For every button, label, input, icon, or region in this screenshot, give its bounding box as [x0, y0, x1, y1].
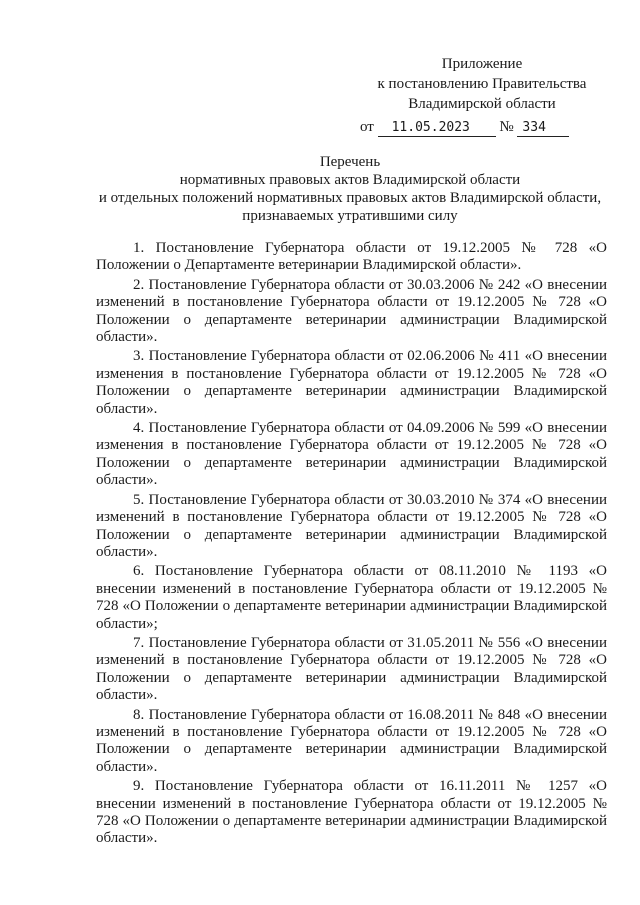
document-number: 334 [517, 120, 569, 137]
list-item: 9. Постановление Губернатора области от 16.11.2011 № 1257 «О внесении изменений в постановление Губернатора области от 19.12.2005 № 728 «О Положении о департаменте ветеринарии администрации Владимирской области». [96, 778, 607, 847]
document-date-line [360, 117, 569, 137]
list-item: 3. Постановление Губернатора области от 02.06.2006 № 411 «О внесении изменения в постановление Губернатора области от 19.12.2005 № 728 «О Положении о департаменте ветеринарии администрации Владимирской области». [96, 348, 607, 417]
appendix-header [372, 54, 592, 114]
title-line-2: нормативных правовых актов Владимирской области [179, 172, 521, 188]
list-item: 5. Постановление Губернатора области от 30.03.2010 № 374 «О внесении изменений в постановление Губернатора области от 19.12.2005 № 728 «О Положении о департаменте ветеринарии администрации Владимирской области». [96, 491, 607, 560]
date-prefix: от [360, 119, 374, 135]
title-line-4: признаваемых утратившими силу [242, 208, 458, 224]
document-title [60, 153, 640, 225]
title-line-3: и отдельных положений нормативных правовых актов Владимирской области, [98, 190, 602, 206]
list-item: 8. Постановление Губернатора области от 16.08.2011 № 848 «О внесении изменений в постановление Губернатора области от 19.12.2005 № 728 «О Положении о департаменте ветеринарии администрации Владимирской области». [96, 706, 607, 775]
number-prefix: № [499, 119, 514, 135]
list-item: 1. Постановление Губернатора области от 19.12.2005 № 728 «О Положении о Департаменте ветеринарии Владимирской области». [96, 240, 607, 274]
acts-list [96, 240, 607, 850]
appendix-region: Владимирской области [408, 96, 556, 112]
list-item: 6. Постановление Губернатора области от 08.11.2010 № 1193 «О внесении изменений в постановление Губернатора области от 19.12.2005 № 728 «О Положении о департаменте ветеринарии администрации Владимирской области»; [96, 563, 607, 632]
list-item: 7. Постановление Губернатора области от 31.05.2011 № 556 «О внесении изменений в постановление Губернатора области от 19.12.2005 № 728 «О Положении о департаменте ветеринарии администрации Владимирской области». [96, 634, 607, 704]
title-line-1: Перечень [319, 154, 381, 170]
appendix-reference: к постановлению Правительства [377, 76, 587, 92]
document-date: 11.05.2023 [378, 120, 496, 137]
list-item: 4. Постановление Губернатора области от 04.09.2006 № 599 «О внесении изменения в постановление Губернатора области от 19.12.2005 № 728 «О Положении о департаменте ветеринарии администрации Владимирской области». [96, 420, 607, 489]
list-item: 2. Постановление Губернатора области от 30.03.2006 № 242 «О внесении изменений в постановление Губернатора области от 19.12.2005 № 728 «О Положении о департаменте ветеринарии администрации Владимирской области». [96, 276, 607, 346]
appendix-title: Приложение [441, 56, 523, 72]
